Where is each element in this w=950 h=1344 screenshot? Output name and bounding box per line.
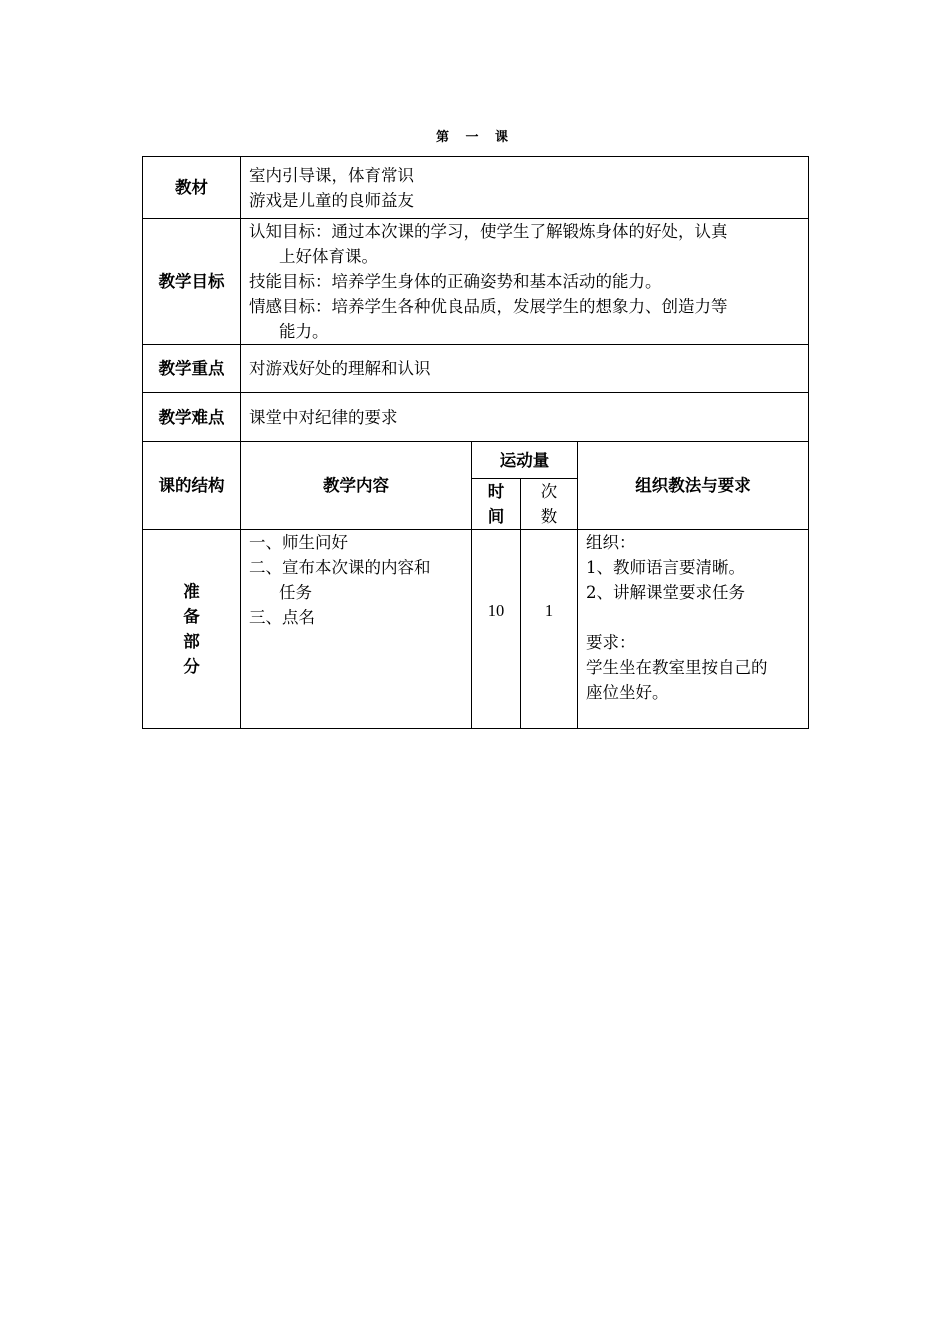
label-material: 教材 [143, 157, 241, 219]
header-time-char: 间 [487, 507, 505, 526]
prep-label-char: 备 [183, 607, 200, 626]
header-structure: 课的结构 [143, 442, 241, 530]
label-objectives: 教学目标 [143, 219, 241, 345]
header-row [143, 442, 809, 479]
prep-content-item: 一、师生问好 [249, 533, 348, 552]
row-preparation [143, 530, 809, 729]
difficulty-text: 课堂中对纪律的要求 [241, 393, 809, 442]
label-difficulty: 教学难点 [143, 393, 241, 442]
prep-label-char: 部 [183, 632, 200, 651]
prep-time-value: 10 [487, 601, 505, 620]
prep-label-char: 准 [183, 582, 200, 601]
prep-req-line: 座位坐好。 [586, 683, 669, 702]
objective-item-cont: 能力。 [279, 322, 329, 341]
prep-org-item: 1、教师语言要清晰。 [586, 558, 745, 577]
prep-req-line: 学生坐在教室里按自己的 [586, 658, 768, 677]
lesson-plan-table [142, 156, 809, 729]
header-time [472, 479, 521, 530]
row-key-point [143, 345, 809, 393]
prep-label [143, 530, 241, 729]
prep-content-item-cont: 任务 [279, 583, 312, 602]
header-count-char: 数 [540, 507, 558, 526]
objectives-content [241, 219, 809, 345]
prep-label-char: 分 [183, 657, 200, 676]
row-difficulty [143, 393, 809, 442]
material-line: 室内引导课，体育常识 [249, 165, 414, 185]
spacer [586, 605, 802, 630]
objective-item-cont: 上好体育课。 [279, 247, 378, 266]
row-material [143, 157, 809, 219]
header-method: 组织教法与要求 [578, 442, 809, 530]
prep-count-value: 1 [544, 601, 554, 620]
header-count-char: 次 [540, 482, 558, 501]
material-line: 游戏是儿童的良师益友 [249, 190, 414, 210]
prep-count [521, 530, 578, 729]
prep-content-item: 三、点名 [249, 608, 315, 627]
prep-content [241, 530, 472, 729]
header-content: 教学内容 [241, 442, 472, 530]
key-point-text: 对游戏好处的理解和认识 [241, 345, 809, 393]
page-title: 第 一 课 [435, 130, 515, 145]
header-time-char: 时 [487, 482, 505, 501]
prep-req-title: 要求： [586, 633, 636, 652]
prep-org-title: 组织： [586, 533, 636, 552]
material-content [241, 157, 809, 219]
prep-time [472, 530, 521, 729]
label-key-point: 教学重点 [143, 345, 241, 393]
header-count [521, 479, 578, 530]
prep-method [578, 530, 809, 729]
objective-item: 认知目标：通过本次课的学习，使学生了解锻炼身体的好处，认真 [249, 222, 728, 241]
prep-org-item: 2、讲解课堂要求任务 [586, 583, 745, 602]
objective-item: 情感目标：培养学生各种优良品质，发展学生的想象力、创造力等 [249, 297, 728, 316]
row-objectives [143, 219, 809, 345]
prep-content-item: 二、宣布本次课的内容和 [249, 558, 431, 577]
header-load: 运动量 [472, 442, 578, 479]
objective-item: 技能目标：培养学生身体的正确姿势和基本活动的能力。 [249, 272, 662, 291]
